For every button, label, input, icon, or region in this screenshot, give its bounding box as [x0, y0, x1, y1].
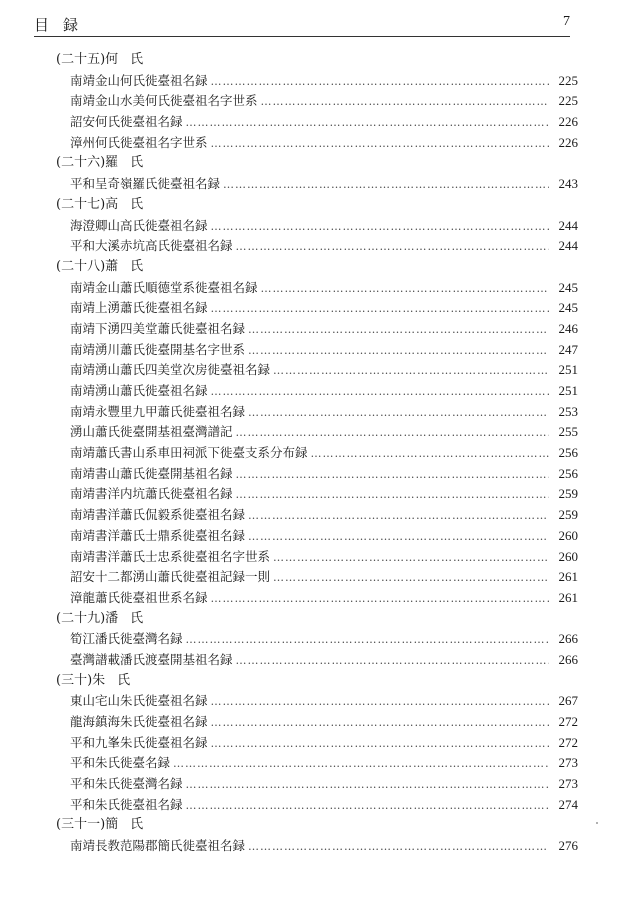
toc-entry-title: 平和呈奇嶺羅氏徙臺祖名録 — [70, 176, 221, 192]
toc-entry-title: 南靖金山蕭氏順德堂系徙臺祖名録 — [70, 279, 258, 295]
page-title: 目録 — [34, 16, 93, 34]
section-heading — [56, 195, 578, 216]
toc-entry — [56, 112, 578, 133]
dot-leader — [223, 175, 549, 196]
toc-entry-page: 259 — [558, 507, 578, 523]
toc-entry-page: 256 — [558, 465, 578, 481]
section-clan: 潘氏 — [105, 610, 156, 626]
toc-entry-title: 南靖書山蕭氏徙臺開基祖名録 — [70, 465, 233, 481]
toc-entry-page: 253 — [558, 403, 578, 419]
dot-leader — [211, 72, 549, 93]
toc-entry — [56, 422, 578, 443]
toc-entry — [56, 402, 578, 423]
toc-entry-title: 平和大溪赤坑高氏徙臺祖名録 — [70, 238, 233, 254]
toc-entry-page: 259 — [558, 486, 578, 502]
toc-entry-page: 261 — [558, 589, 578, 605]
toc-entry-page: 276 — [558, 838, 578, 854]
dot-leader — [311, 444, 549, 465]
toc-entry-title: 南靖上湧蕭氏徙臺祖名録 — [70, 300, 208, 316]
section-number: (三十一) — [56, 817, 106, 833]
dot-leader — [186, 796, 549, 817]
toc-entry — [56, 795, 578, 816]
section-heading — [56, 257, 578, 278]
toc-entry-page: 272 — [558, 714, 578, 729]
toc-entry-title: 平和朱氏徙臺名録 — [70, 755, 171, 771]
section-clan: 高氏 — [105, 196, 156, 212]
dot-leader — [211, 134, 549, 155]
section-clan: 簡氏 — [105, 817, 156, 833]
toc-entry-title: 詔安十二都湧山蕭氏徙臺祖記録一則 — [70, 569, 271, 585]
toc-entry — [56, 588, 578, 609]
dot-leader — [211, 382, 549, 403]
toc-entry-title: 漳州何氏徙臺祖名字世系 — [70, 134, 208, 150]
toc-entry-title: 南靖書洋蕭氏士鼎系徙臺祖名録 — [70, 527, 246, 543]
dot-leader — [236, 651, 549, 672]
toc-entry-title: 東山宅山朱氏徙臺祖名録 — [70, 693, 208, 709]
toc-entry-title: 海澄卿山高氏徙臺祖名録 — [70, 217, 208, 233]
dot-leader — [236, 237, 549, 258]
dot-leader — [261, 279, 549, 300]
toc-entry — [56, 133, 578, 154]
toc-entry-title: 南靖長教范陽郡簡氏徙臺祖名録 — [70, 838, 246, 854]
toc-entry-page: 243 — [558, 176, 578, 192]
toc-entry — [56, 71, 578, 92]
toc-entry — [56, 505, 578, 526]
toc-entry-title: 南靖蕭氏書山系車田祠派下徙臺支系分布録 — [70, 445, 308, 461]
toc-entry-page: 251 — [558, 362, 578, 378]
dot-leader — [273, 548, 549, 569]
dot-leader — [248, 506, 549, 527]
toc-entry — [56, 526, 578, 547]
toc-entry — [56, 278, 578, 299]
dot-leader — [186, 113, 549, 134]
toc-entry-title: 南靖下湧四美堂蕭氏徙臺祖名録 — [70, 320, 246, 336]
dot-leader — [236, 485, 549, 506]
toc-entry-page: 274 — [558, 796, 578, 812]
section-clan: 羅氏 — [105, 155, 156, 171]
scan-speck — [596, 822, 598, 824]
section-number: (二十五) — [56, 52, 106, 67]
toc-entry-page: 225 — [558, 93, 578, 109]
toc-entry — [56, 340, 578, 361]
dot-leader — [211, 713, 549, 734]
page-header — [34, 14, 570, 37]
toc-entry-page: 260 — [558, 527, 578, 543]
toc-entry — [56, 712, 578, 733]
section-number: (二十六) — [56, 155, 106, 171]
section-heading — [56, 815, 578, 836]
dot-leader — [186, 630, 549, 651]
dot-leader — [248, 341, 549, 362]
toc-entry — [56, 236, 578, 257]
toc-entry-page: 261 — [558, 569, 578, 585]
toc-entry-title: 南靖湧山蕭氏徙臺祖名録 — [70, 383, 208, 398]
toc-entry — [56, 629, 578, 650]
dot-leader — [273, 361, 549, 382]
toc-entry-title: 南靖金山何氏徙臺祖名録 — [70, 72, 208, 88]
section-number: (二十九) — [56, 610, 106, 626]
toc-entry-title: 南靖書洋蕭氏侃毅系徙臺祖名録 — [70, 507, 246, 523]
toc-entry-page: 267 — [558, 693, 578, 709]
toc-entry-page: 226 — [558, 114, 578, 130]
toc-entry — [56, 753, 578, 774]
toc-entry — [56, 547, 578, 568]
dot-leader — [261, 92, 549, 113]
dot-leader — [236, 465, 549, 486]
toc-entry-page: 225 — [558, 72, 578, 88]
toc-entry — [56, 443, 578, 464]
toc-entry-page: 251 — [558, 383, 578, 398]
toc-entry — [56, 836, 578, 857]
section-clan: 朱氏 — [92, 672, 143, 688]
toc-entry-page: 260 — [558, 548, 578, 564]
toc-entry — [56, 381, 578, 402]
toc-entry-title: 南靖永豐里九甲蕭氏徙臺祖名録 — [70, 403, 246, 419]
toc-entry — [56, 216, 578, 237]
toc-entry — [56, 691, 578, 712]
toc-entry — [56, 650, 578, 671]
toc-entry-page: 266 — [558, 631, 578, 647]
toc-entry — [56, 319, 578, 340]
section-heading — [56, 153, 578, 174]
dot-leader — [248, 837, 549, 858]
dot-leader — [173, 754, 549, 775]
toc-entry-page: 256 — [558, 445, 578, 461]
toc-entry-page: 247 — [558, 341, 578, 357]
toc-entry-title: 筍江潘氏徙臺灣名録 — [70, 631, 183, 647]
toc-entry-page: 245 — [558, 279, 578, 295]
section-clan: 何氏 — [105, 52, 156, 67]
toc-entry-page: 244 — [558, 217, 578, 233]
section-number: (二十八) — [56, 258, 106, 274]
toc-entry-title: 平和九峯朱氏徙臺祖名録 — [70, 734, 208, 750]
toc-entry-page: 226 — [558, 134, 578, 150]
toc-entry — [56, 567, 578, 588]
toc-entry-title: 南靖書洋内坑蕭氏徙臺祖名録 — [70, 486, 233, 502]
toc-entry-page: 255 — [558, 424, 578, 440]
toc-entry-title: 湧山蕭氏徙臺開基祖臺灣譜記 — [70, 424, 233, 440]
section-clan: 蕭氏 — [105, 258, 156, 274]
toc-entry-page: 266 — [558, 651, 578, 667]
toc-entry — [56, 484, 578, 505]
page-number: 7 — [563, 14, 570, 29]
dot-leader — [248, 320, 549, 341]
section-heading — [56, 50, 578, 71]
toc-entry — [56, 298, 578, 319]
toc-entry-title: 漳龍蕭氏徙臺祖世系名録 — [70, 589, 208, 605]
toc-entry-title: 南靖金山水美何氏徙臺祖名字世系 — [70, 93, 258, 109]
dot-leader — [236, 423, 549, 444]
table-of-contents — [56, 50, 578, 857]
toc-entry-title: 臺灣譜載潘氏渡臺開基祖名録 — [70, 651, 233, 667]
section-heading — [56, 671, 578, 692]
toc-entry — [56, 774, 578, 795]
dot-leader — [186, 775, 549, 796]
dot-leader — [211, 734, 549, 755]
section-heading — [56, 609, 578, 630]
dot-leader — [211, 692, 549, 713]
toc-entry-title: 平和朱氏徙臺祖名録 — [70, 796, 183, 812]
toc-entry-title: 龍海鎮海朱氏徙臺祖名録 — [70, 714, 208, 729]
toc-entry-page: 272 — [558, 734, 578, 750]
toc-entry-title: 南靖湧山蕭氏四美堂次房徙臺祖名録 — [70, 362, 271, 378]
dot-leader — [211, 299, 549, 320]
toc-entry — [56, 464, 578, 485]
toc-entry-title: 平和朱氏徙臺灣名録 — [70, 776, 183, 792]
toc-entry-title: 詔安何氏徙臺祖名録 — [70, 114, 183, 130]
toc-entry-page: 244 — [558, 238, 578, 254]
toc-entry-title: 南靖湧川蕭氏徙臺開基名字世系 — [70, 341, 246, 357]
toc-entry-page: 273 — [558, 776, 578, 792]
dot-leader — [211, 589, 549, 610]
toc-entry-title: 南靖書洋蕭氏士忠系徙臺祖名字世系 — [70, 548, 271, 564]
dot-leader — [248, 403, 549, 424]
toc-entry — [56, 360, 578, 381]
section-number: (二十七) — [56, 196, 106, 212]
dot-leader — [273, 568, 549, 589]
toc-entry — [56, 174, 578, 195]
toc-entry — [56, 733, 578, 754]
toc-entry — [56, 91, 578, 112]
dot-leader — [211, 217, 549, 238]
toc-entry-page: 246 — [558, 320, 578, 336]
toc-entry-page: 245 — [558, 300, 578, 316]
dot-leader — [248, 527, 549, 548]
toc-entry-page: 273 — [558, 755, 578, 771]
section-number: (三十) — [56, 672, 93, 688]
